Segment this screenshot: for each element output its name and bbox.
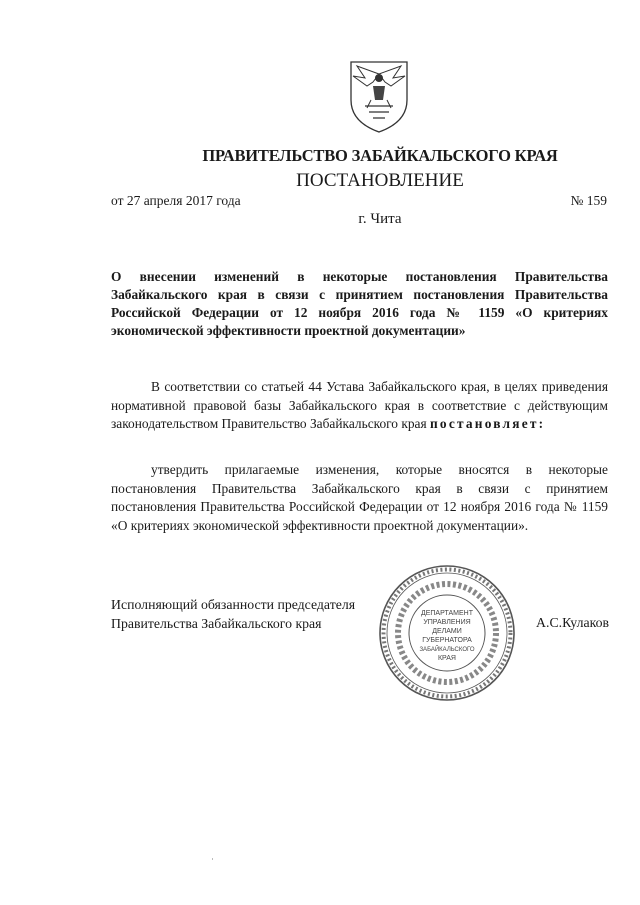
document-subject: О внесении изменений в некоторые постановления Правительства Забайкальского края в связи с принятием постановления Правительства Российской Федерации от 12 ноября 2016 года № 1159 «О критериях экономической эффективности проектной документации» xyxy=(111,269,608,338)
document-type: ПОСТАНОВЛЕНИЕ xyxy=(296,170,464,191)
stamp-line-3: ДЕЛАМИ xyxy=(432,628,462,635)
document-date: от 27 апреля 2017 года xyxy=(111,193,241,208)
government-title: ПРАВИТЕЛЬСТВО ЗАБАЙКАЛЬСКОГО КРАЯ xyxy=(202,146,558,165)
coat-of-arms-emblem xyxy=(343,56,415,136)
resolution-paragraph xyxy=(111,461,608,535)
stamp-line-2: УПРАВЛЕНИЯ xyxy=(423,619,471,626)
stamp-line-6: КРАЯ xyxy=(437,655,457,662)
stamp-line-1: ДЕПАРТАМЕНТ xyxy=(420,610,474,617)
resolution-text: утвердить прилагаемые изменения, которые вносятся в некоторые постановления Правительства Забайкальского края в связи с принятием постановления Правительства Российской Федерации от 12 ноября 2016 года № 1159 «О критериях экономической эффективности проектной документации». xyxy=(111,462,608,533)
stamp-line-5: ЗАБАЙКАЛЬСКОГО xyxy=(419,647,475,653)
document-city: г. Чита xyxy=(358,211,402,227)
preamble-text: В соответствии со статьей 44 Устава Забайкальского края, в целях приведения нормативной правовой базы Забайкальского края в соответствие с действующим законодательством Правительство Забайкальского края xyxy=(111,379,608,432)
signer-position xyxy=(111,596,355,633)
stamp-line-4: ГУБЕРНАТОРА xyxy=(422,637,472,644)
scan-speck xyxy=(212,858,213,860)
official-seal-stamp xyxy=(377,563,517,703)
resolution-keyword: постановляет: xyxy=(430,416,546,432)
signer-position-line1: Исполняющий обязанности председателя xyxy=(111,597,356,612)
signer-name: А.С.Кулаков xyxy=(536,615,609,630)
document-number: № 159 xyxy=(570,193,607,208)
preamble-paragraph xyxy=(111,378,608,434)
signer-position-line2: Правительства Забайкальского края xyxy=(111,615,322,631)
